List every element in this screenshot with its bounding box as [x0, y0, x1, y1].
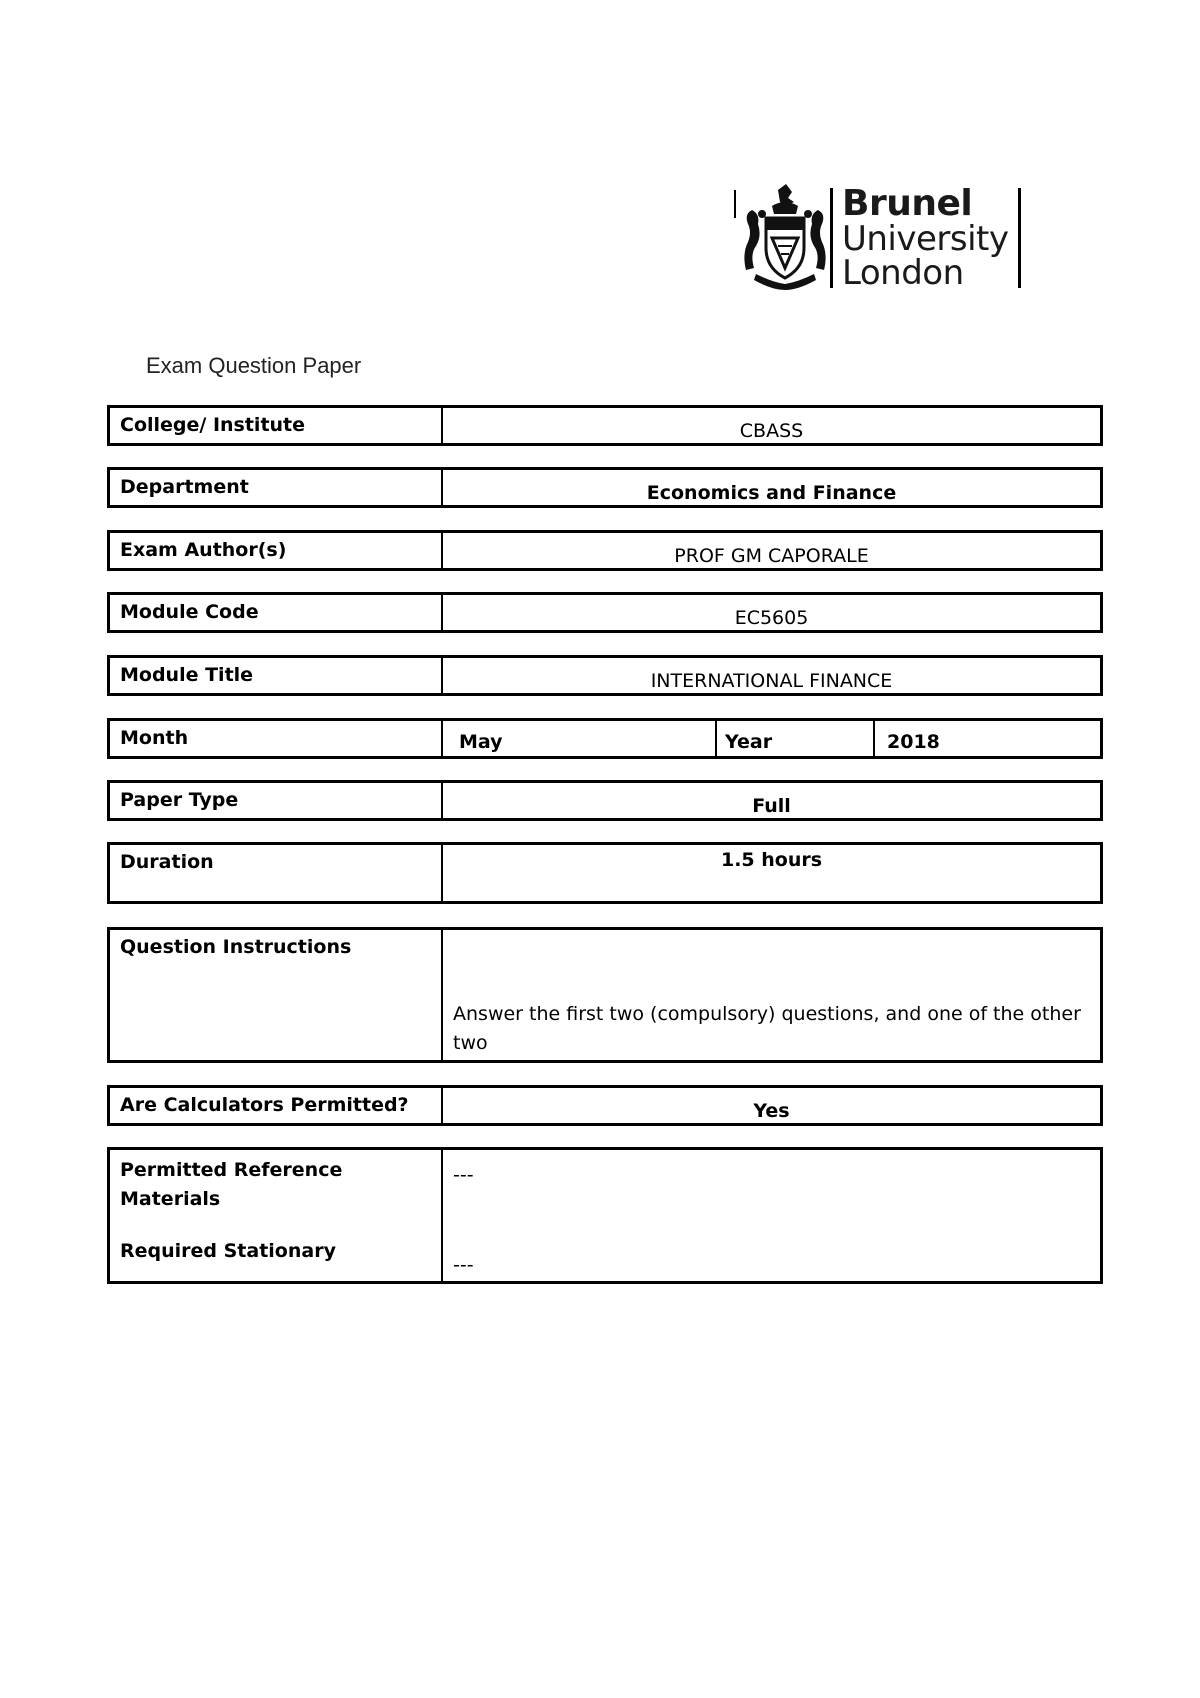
module-code-value: EC5605	[734, 607, 809, 629]
department-row	[107, 467, 1103, 508]
page-title: Exam Question Paper	[146, 353, 362, 378]
instructions-value: Answer the first two (compulsory) questions, and one of the other two	[453, 1003, 1081, 1054]
calculators-value: Yes	[753, 1100, 790, 1122]
duration-label: Duration	[110, 845, 443, 901]
author-value: PROF GM CAPORALE	[674, 545, 869, 567]
instructions-label: Question Instructions	[110, 930, 443, 1060]
paper-type-row	[107, 780, 1103, 821]
logo-text-university: University	[842, 219, 1009, 259]
logo-text-brunel: Brunel	[842, 183, 973, 224]
logo-divider	[830, 188, 833, 288]
instructions-row	[107, 927, 1103, 1063]
paper-type-value: Full	[752, 795, 791, 817]
college-label: College/ Institute	[110, 408, 443, 443]
materials-value-cell	[443, 1150, 1100, 1281]
reference-label: Permitted Reference Materials	[120, 1159, 343, 1210]
logo-text-london: London	[842, 253, 964, 293]
stationary-label: Required Stationary	[120, 1240, 336, 1262]
materials-label-cell	[110, 1150, 443, 1281]
author-label: Exam Author(s)	[110, 533, 443, 568]
month-label: Month	[110, 721, 443, 756]
module-title-value: INTERNATIONAL FINANCE	[650, 670, 893, 692]
year-label: Year	[717, 721, 875, 756]
stationary-value: ---	[453, 1254, 474, 1276]
logo-divider	[734, 190, 736, 218]
reference-value: ---	[453, 1164, 474, 1186]
year-value: 2018	[887, 731, 940, 753]
instructions-value-cell	[443, 930, 1100, 1060]
module-title-row	[107, 655, 1103, 696]
brunel-logo	[734, 183, 1022, 293]
department-label: Department	[110, 470, 443, 505]
materials-row	[107, 1147, 1103, 1284]
paper-type-label: Paper Type	[110, 783, 443, 818]
logo-divider	[1018, 188, 1021, 288]
coat-of-arms-icon	[742, 184, 828, 290]
module-title-label: Module Title	[110, 658, 443, 693]
calculators-label: Are Calculators Permitted?	[110, 1088, 443, 1123]
duration-value: 1.5 hours	[720, 849, 823, 871]
department-value: Economics and Finance	[646, 482, 897, 504]
duration-row	[107, 842, 1103, 904]
calculators-row	[107, 1085, 1103, 1126]
month-value: May	[443, 721, 717, 756]
author-row	[107, 530, 1103, 571]
college-value: CBASS	[739, 420, 804, 442]
college-row	[107, 405, 1103, 446]
module-code-label: Module Code	[110, 595, 443, 630]
month-year-values	[443, 721, 1100, 756]
month-row	[107, 718, 1103, 759]
module-code-row	[107, 592, 1103, 633]
